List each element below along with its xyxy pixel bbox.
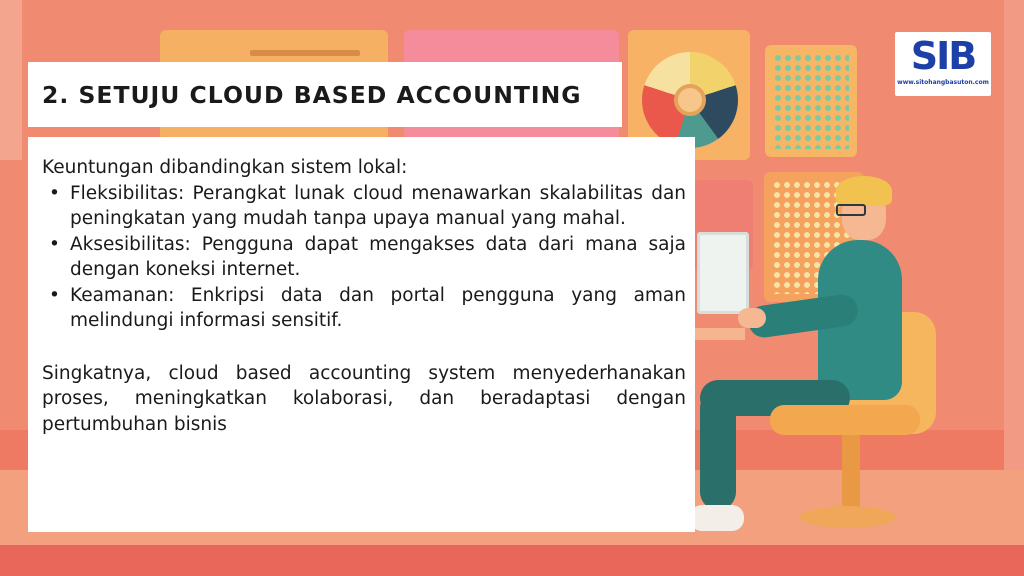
bullet-list: [42, 181, 686, 334]
slide-title: 2. SETUJU CLOUD BASED ACCOUNTING: [42, 81, 582, 109]
baseboard: [0, 545, 1024, 576]
bullet-item: • Fleksibilitas: Perangkat lunak cloud menawarkan skalabilitas dan peningkatan yang mudah tanpa upaya manual yang mahal.: [42, 181, 686, 232]
pie-chart-icon: [642, 52, 738, 148]
title-box: [28, 62, 622, 127]
person-hair: [836, 176, 892, 206]
logo-url: www.sitohangbasuton.com: [897, 79, 989, 86]
dot-grid-panel: [765, 45, 857, 157]
content-box: [28, 137, 695, 532]
dot-grid: [773, 53, 849, 149]
person-leg: [700, 390, 736, 510]
pie-center: [674, 84, 706, 116]
person-shoe: [690, 505, 744, 531]
brand-logo: [895, 32, 991, 96]
logo-mark: SIB: [910, 34, 976, 78]
bullet-item: • Aksesibilitas: Pengguna dapat mengakses data dari mana saja dengan koneksi internet.: [42, 232, 686, 283]
panel-bar: [250, 50, 360, 56]
glasses-icon: [836, 204, 866, 216]
wall-accent: [0, 0, 22, 160]
content-body: [42, 155, 686, 437]
chair-seat: [770, 405, 920, 435]
chair-leg: [842, 432, 860, 512]
intro-text: Keuntungan dibandingkan sistem lokal:: [42, 157, 408, 178]
summary-text: Singkatnya, cloud based accounting system menyederhanakan proses, meningkatkan kolaborasi, dan beradaptasi dengan pertumbuhan bisnis: [42, 362, 686, 435]
bullet-item: • Keamanan: Enkripsi data dan portal pengguna yang aman melindungi informasi sensitif.: [42, 283, 686, 334]
chair-base: [800, 506, 896, 528]
person-hand: [738, 308, 766, 328]
monitor-icon: [697, 232, 749, 314]
desk: [695, 328, 745, 340]
